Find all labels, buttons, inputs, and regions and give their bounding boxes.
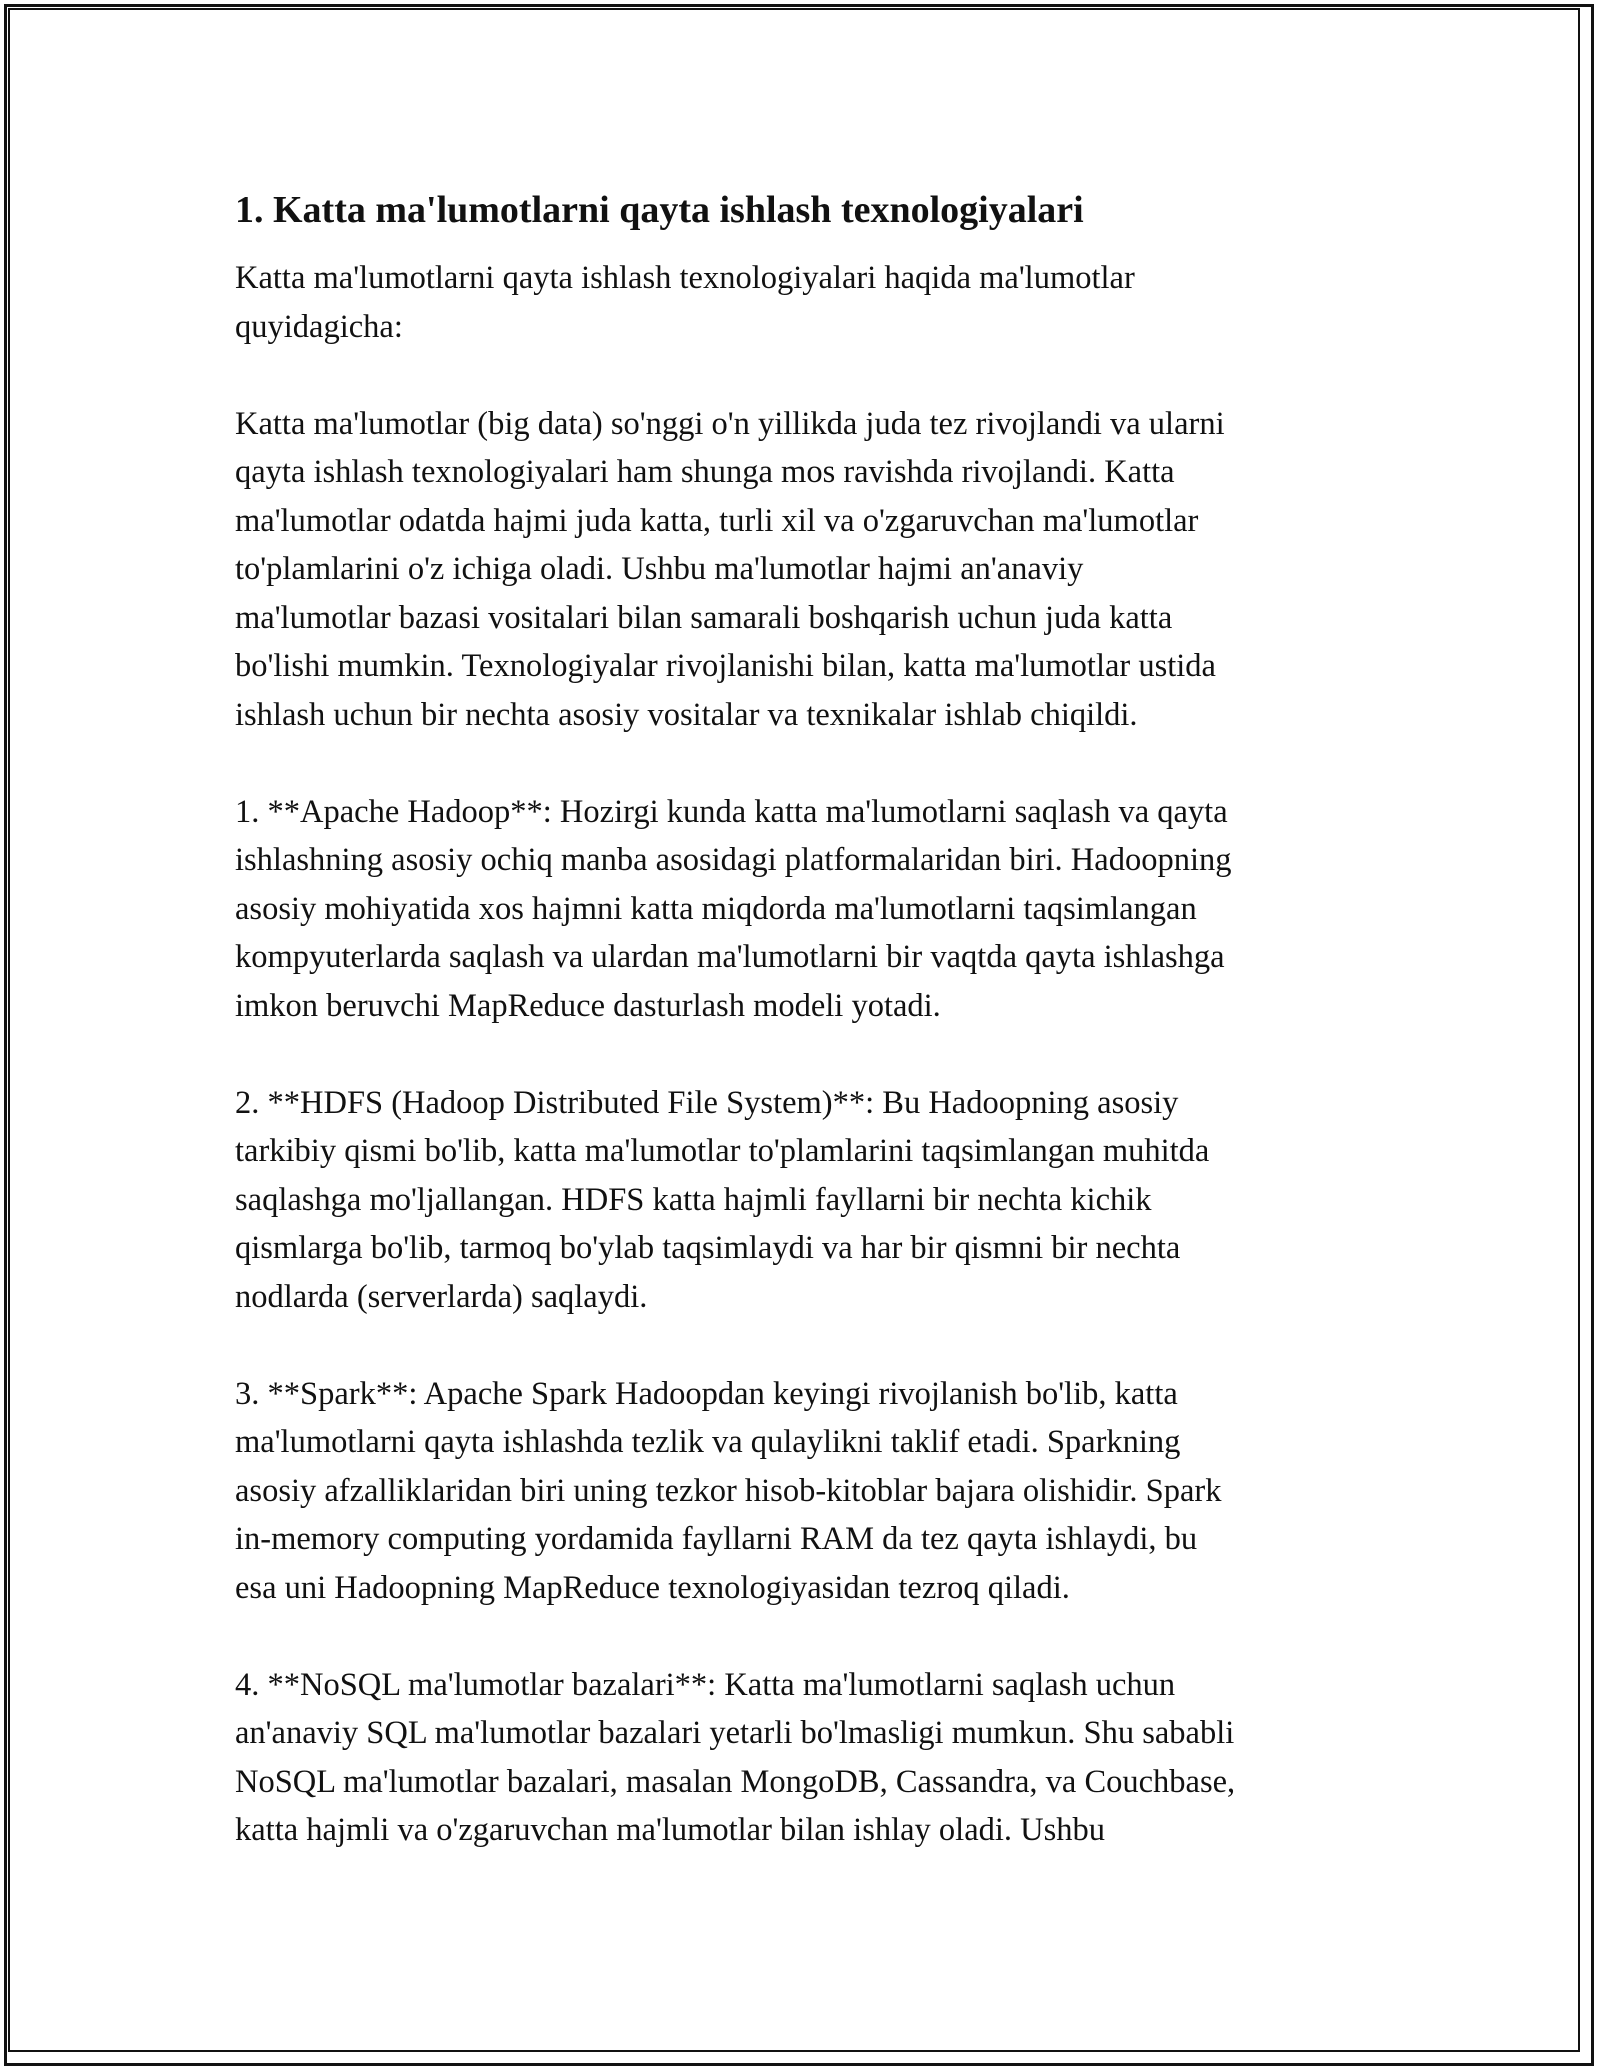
paragraph-line: 1. **Apache Hadoop**: Hozirgi kunda katta ma'lumotlarni saqlash va qayta (235, 793, 1228, 830)
paragraph-line: NoSQL ma'lumotlar bazalari, masalan MongoDB, Cassandra, va Couchbase, (235, 1763, 1236, 1800)
paragraph-list (235, 254, 1370, 1855)
paragraph (235, 1370, 1370, 1613)
paragraph-line: to'plamlarini o'z ichiga oladi. Ushbu ma'lumotlar hajmi an'anaviy (235, 551, 1084, 587)
paragraph-line: 2. **HDFS (Hadoop Distributed File System)**: Bu Hadoopning asosiy (235, 1084, 1179, 1121)
paragraph-line: ishlash uchun bir nechta asosiy vositalar va texnikalar ishlab chiqildi. (235, 696, 1138, 733)
paragraph-line: 4. **NoSQL ma'lumotlar bazalari**: Katta ma'lumotlarni saqlash uchun (235, 1666, 1176, 1703)
paragraph-line: qismlarga bo'lib, tarmoq bo'ylab taqsimlaydi va har bir qismni bir nechta (235, 1230, 1181, 1266)
paragraph-line: asosiy mohiyatida xos hajmni katta miqdorda ma'lumotlarni taqsimlangan (235, 890, 1197, 927)
document-heading: 1. Katta ma'lumotlarni qayta ishlash texnologiyalari (235, 189, 1084, 231)
paragraph-line: ma'lumotlarni qayta ishlashda tezlik va qulaylikni taklif etadi. Sparkning (235, 1424, 1181, 1460)
paragraph-line: nodlarda (serverlarda) saqlaydi. (235, 1278, 648, 1315)
paragraph-line: qayta ishlash texnologiyalari ham shunga mos ravishda rivojlandi. Katta (235, 454, 1175, 490)
paragraph-line: bo'lishi mumkin. Texnologiyalar rivojlanishi bilan, katta ma'lumotlar ustida (235, 648, 1216, 684)
paragraph-line: ma'lumotlar bazasi vositalari bilan samarali boshqarish uchun juda katta (235, 599, 1173, 636)
paragraph-line: ma'lumotlar odatda hajmi juda katta, turli xil va o'zgaruvchan ma'lumotlar (235, 502, 1199, 539)
document-body (235, 186, 1370, 1903)
paragraph-line: an'anaviy SQL ma'lumotlar bazalari yetarli bo'lmasligi mumkun. Shu sababli (235, 1715, 1235, 1751)
paragraph-line: quyidagicha: (235, 308, 403, 345)
paragraph-line: imkon beruvchi MapReduce dasturlash modeli yotadi. (235, 987, 941, 1024)
paragraph-line: Katta ma'lumotlarni qayta ishlash texnologiyalari haqida ma'lumotlar (235, 260, 1135, 296)
paragraph (235, 1079, 1370, 1322)
paragraph-line: tarkibiy qismi bo'lib, katta ma'lumotlar to'plamlarini taqsimlangan muhitda (235, 1133, 1210, 1169)
paragraph (235, 400, 1370, 740)
paragraph-line: 3. **Spark**: Apache Spark Hadoopdan keyingi rivojlanish bo'lib, katta (235, 1375, 1178, 1412)
paragraph (235, 788, 1370, 1031)
paragraph-line: katta hajmli va o'zgaruvchan ma'lumotlar bilan ishlay oladi. Ushbu (235, 1812, 1106, 1848)
paragraph (235, 1661, 1370, 1855)
paragraph-line: in-memory computing yordamida fayllarni RAM da tez qayta ishlaydi, bu (235, 1521, 1198, 1557)
paragraph-line: ishlashning asosiy ochiq manba asosidagi platformalaridan biri. Hadoopning (235, 842, 1232, 878)
paragraph-line: Katta ma'lumotlar (big data) so'nggi o'n yillikda juda tez rivojlandi va ularni (235, 405, 1225, 442)
paragraph (235, 254, 1370, 351)
paragraph-line: kompyuterlarda saqlash va ulardan ma'lumotlarni bir vaqtda qayta ishlashga (235, 939, 1225, 975)
paragraph-line: asosiy afzalliklaridan biri uning tezkor hisob-kitoblar bajara olishidir. Spark (235, 1472, 1222, 1509)
paragraph-line: saqlashga mo'ljallangan. HDFS katta hajmli fayllarni bir nechta kichik (235, 1181, 1152, 1218)
paragraph-line: esa uni Hadoopning MapReduce texnologiyasidan tezroq qiladi. (235, 1569, 1070, 1606)
